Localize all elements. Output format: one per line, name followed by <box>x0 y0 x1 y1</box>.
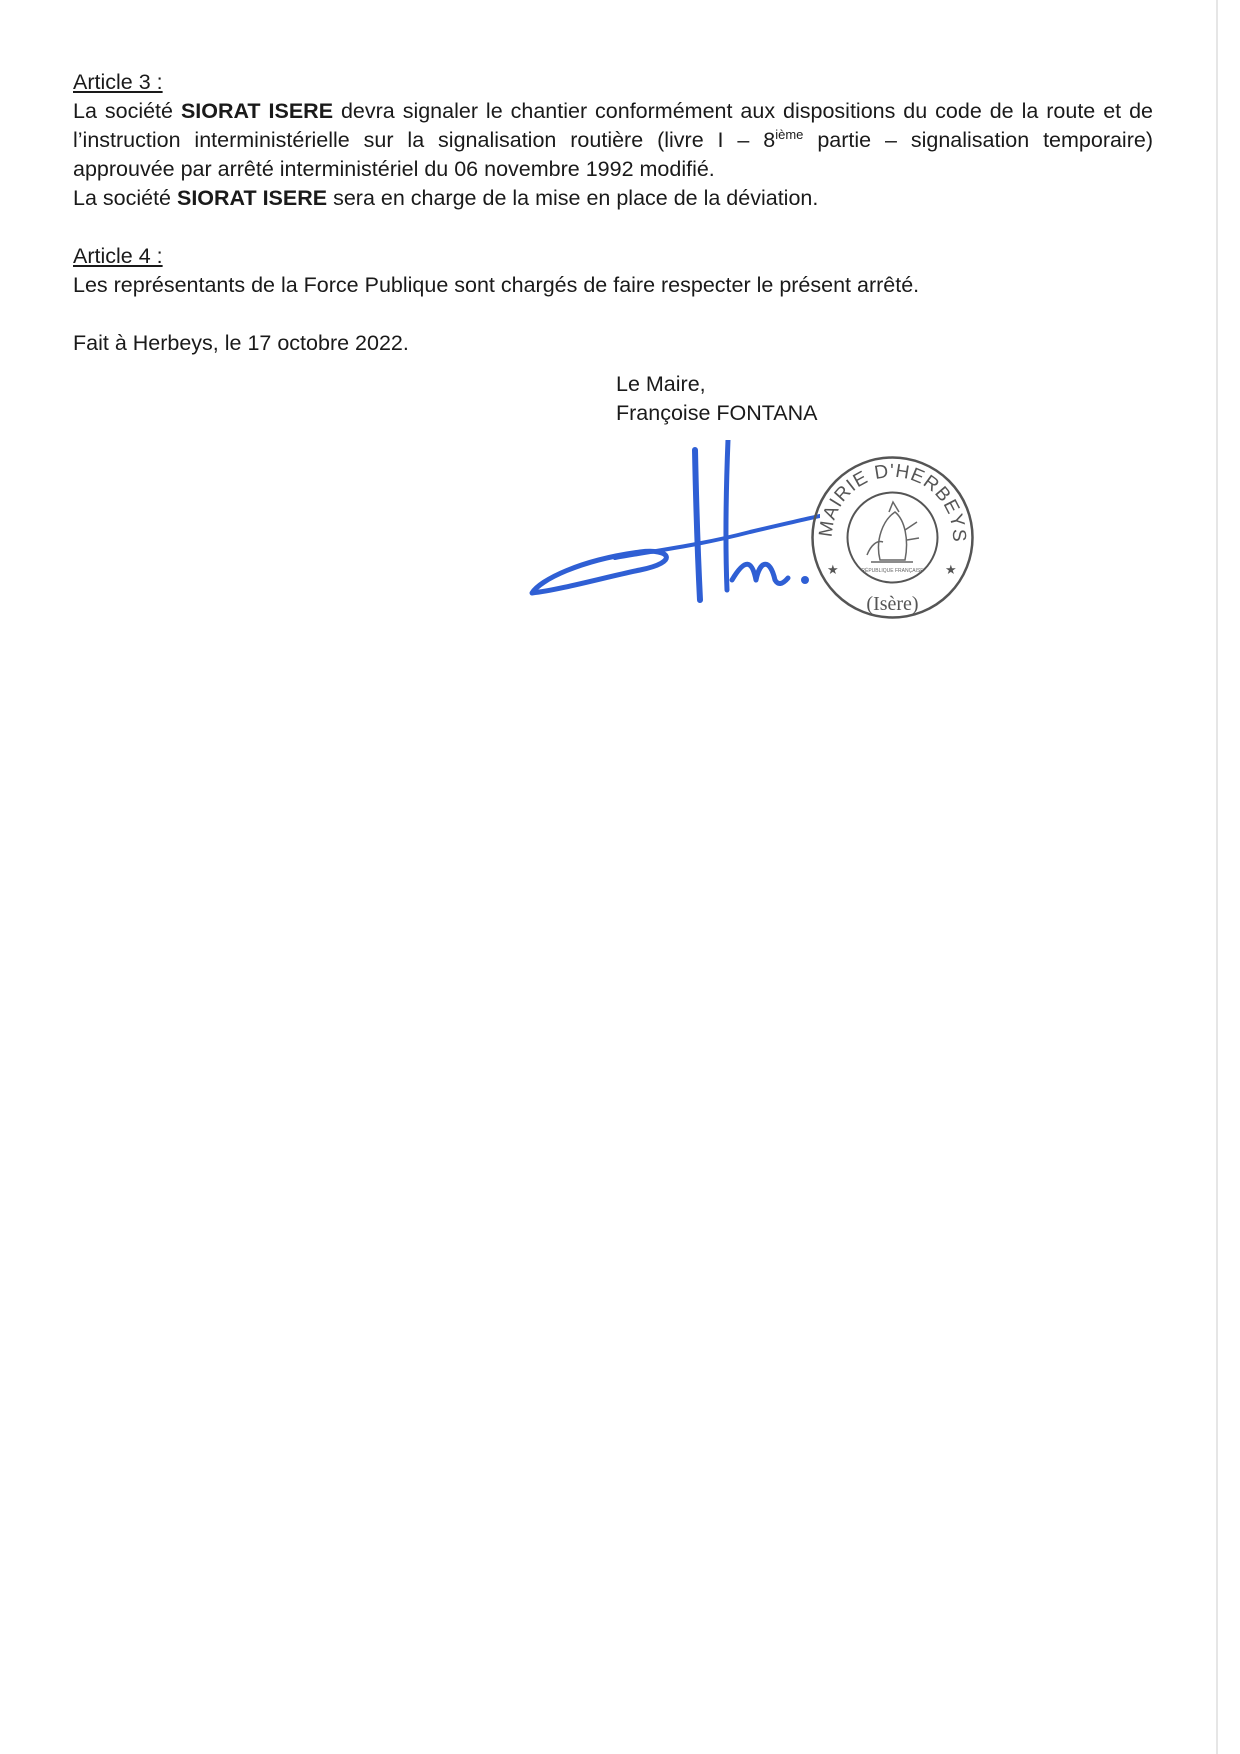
stamp-star-left-icon: ★ <box>827 563 839 578</box>
ordinal-superscript: ième <box>775 126 804 142</box>
article-3-text-end: partie – signalisation temporaire) approuvée par arrêté interministériel du 06 novembre 1992 modifié. <box>73 128 1153 181</box>
stamp-inner-text: RÉPUBLIQUE FRANÇAISE <box>861 568 924 574</box>
signature-stroke-2 <box>726 440 728 590</box>
signature-stroke-5 <box>732 564 788 583</box>
article-4-paragraph: Les représentants de la Force Publique sont chargés de faire respecter le présent arrêté. <box>73 273 920 297</box>
stamp-ring-text: MAIRIE D'HERBEYS <box>815 460 970 543</box>
official-stamp <box>805 450 980 625</box>
article-3-paragraph-1 <box>73 97 1153 184</box>
signature-stroke-4 <box>615 516 820 558</box>
page-edge-line <box>1216 0 1218 1754</box>
signature-block <box>616 370 818 428</box>
article-3-heading: Article 3 : <box>73 70 163 94</box>
article-4 <box>73 242 1153 300</box>
document-body <box>73 68 1153 358</box>
article-3-text: devra signaler le chantier conformément aux dispositions du code de la route et de l’instruction interministérielle sur la signalisation routière (livre I – 8 <box>73 99 1154 152</box>
article-4-heading: Article 4 : <box>73 244 163 268</box>
place-and-date: Fait à Herbeys, le 17 octobre 2022. <box>73 331 409 355</box>
signatory-title: Le Maire, <box>616 372 706 396</box>
article-3 <box>73 68 1153 213</box>
stamp-bottom-text: (Isère) <box>866 593 919 615</box>
article-3-prefix-2: La société <box>73 186 177 210</box>
signatory-name: Françoise FONTANA <box>616 401 818 425</box>
signature-stroke-3 <box>532 551 666 593</box>
marianne-emblem-icon <box>867 502 919 562</box>
stamp-star-right-icon: ★ <box>945 563 957 578</box>
signature-stroke-1 <box>695 450 700 600</box>
article-3-paragraph-2 <box>73 184 1153 213</box>
company-name-2: SIORAT ISERE <box>176 186 328 210</box>
handwritten-signature <box>520 440 820 620</box>
article-3-text-2: sera en charge de la mise en place de la déviation. <box>327 186 819 210</box>
article-3-prefix: La société <box>73 99 181 123</box>
company-name: SIORAT ISERE <box>180 99 334 123</box>
